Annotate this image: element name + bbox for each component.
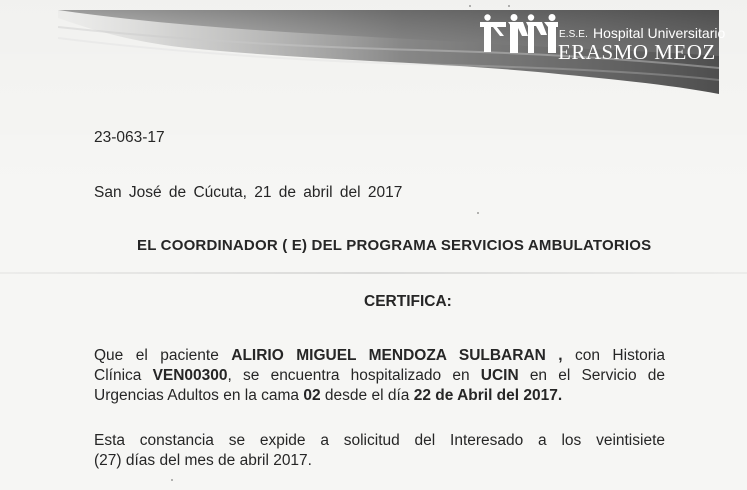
certification-paragraph (94, 346, 665, 406)
scan-fold-line (0, 272, 747, 274)
paragraph-line (94, 386, 665, 406)
paragraph-line (94, 366, 665, 386)
scan-speck (508, 5, 510, 7)
hospital-name: ERASMO MEOZ (558, 40, 716, 64)
clinical-history-id: VEN00300 (152, 367, 228, 384)
scan-speck (171, 479, 173, 481)
patient-name: ALIRIO MIGUEL MENDOZA SULBARAN , (231, 347, 563, 364)
paragraph-text: en el Servicio de (518, 367, 666, 384)
bed-number: 02 (303, 387, 321, 404)
paragraph-text: , se encuentra hospitalizado en (227, 367, 481, 384)
hospitalization-date: 22 de Abril del 2017. (413, 387, 563, 404)
paragraph-line (94, 346, 665, 366)
place-and-date: San José de Cúcuta, 21 de abril del 2017 (94, 184, 403, 201)
scan-speck (469, 5, 471, 7)
paragraph-line: Esta constancia se expide a solicitud del Interesado a los veintisiete (94, 432, 665, 449)
paragraph-text: Que el paciente (94, 347, 232, 364)
paragraph-text: Clínica (94, 367, 153, 384)
paragraph-line: (27) días del mes de abril 2017. (94, 452, 312, 469)
certifies-label: CERTIFICA: (364, 293, 452, 310)
scan-speck (477, 212, 479, 214)
logo-prefix: E.S.E. (559, 29, 588, 40)
document-heading: EL COORDINADOR ( E) DEL PROGRAMA SERVICIOS AMBULATORIOS (137, 237, 652, 254)
hospital-unit: UCIN (480, 367, 519, 384)
family-logo-icon (480, 14, 558, 58)
hospital-logo (480, 14, 726, 64)
paragraph-text: Urgencias Adultos en la cama (94, 387, 304, 404)
issuance-paragraph (94, 431, 665, 471)
paragraph-text: con Historia (562, 347, 665, 364)
document-number: 23-063-17 (94, 129, 165, 146)
paragraph-text: desde el día (320, 387, 414, 404)
hospital-label: Hospital Universitario (593, 25, 726, 41)
